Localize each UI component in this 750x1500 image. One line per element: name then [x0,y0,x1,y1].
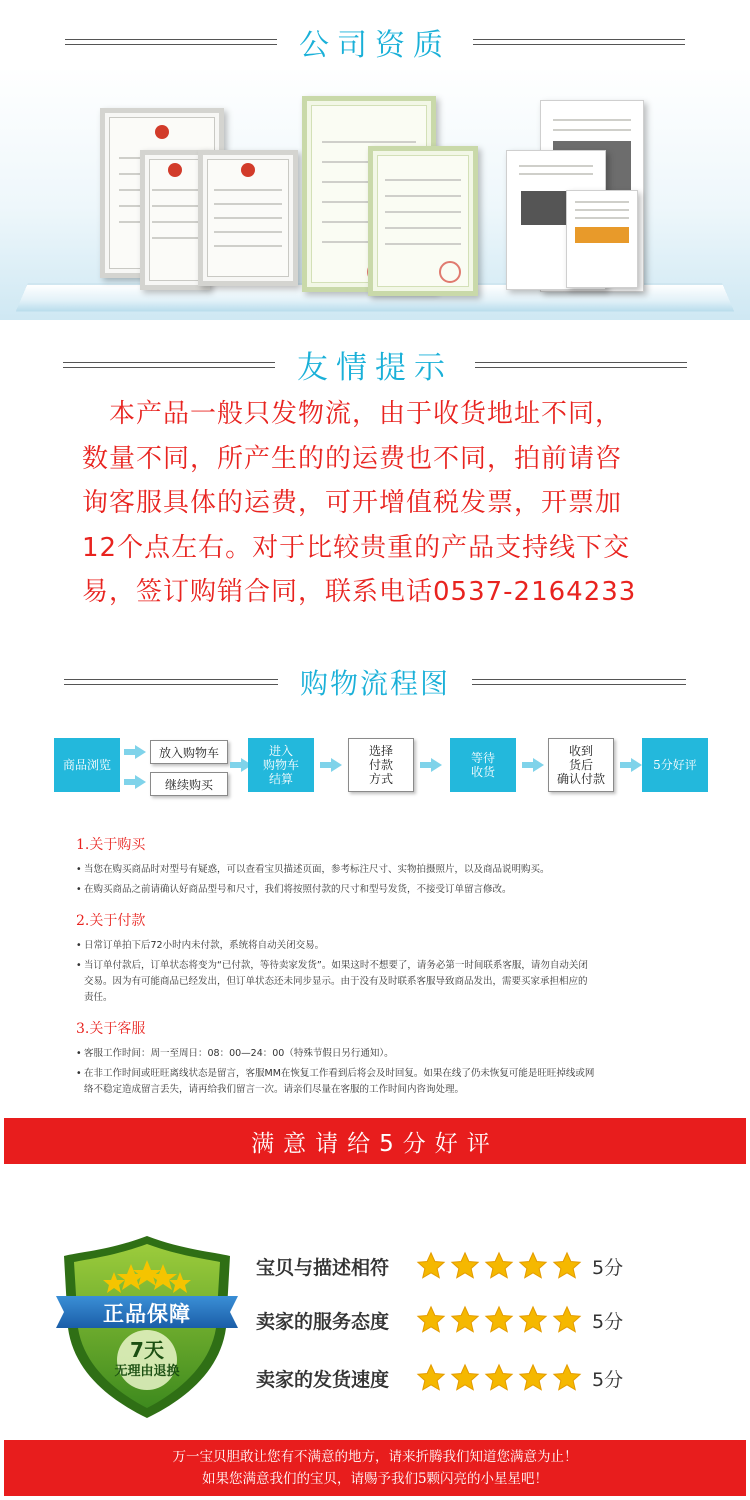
qualifications-header [0,20,750,64]
star-icon [416,1251,446,1281]
title-rule-left [63,362,275,368]
star-icon [518,1363,548,1393]
rating-stars [416,1251,584,1281]
star-icon [450,1251,480,1281]
rating-row-service [256,1302,623,1338]
review-banner-text: 满意请给5分好评 [251,1130,499,1157]
flow-step-continue: 继续购买 [150,772,228,796]
tips-header [0,342,750,387]
review-banner [4,1118,746,1164]
rule-paragraph: • 客服工作时间：周一至周日：08：00—24：00（特殊节假日另行通知）。 [76,1046,596,1062]
star-icon [518,1251,548,1281]
rating-score: 5分 [592,1368,624,1391]
rule-paragraph: • 在非工作时间或旺旺离线状态是留言，客服MM在恢复工作看到后将会及时回复。如果在线了仍未恢复可能是旺旺掉线或网络不稳定造成留言丢失，请再给我们留言一次。请亲们尽量在客服的工作时间内咨询处理。 [76,1066,596,1098]
certificate-frame [198,150,298,286]
rating-stars [416,1305,584,1335]
rating-row-shipping [256,1360,623,1396]
flow-step-confirm: 收到 货后 确认付款 [548,738,614,792]
rule-heading: 2.关于付款 [76,913,146,929]
flow-step-wait: 等待 收货 [450,738,516,792]
star-icon [416,1305,446,1335]
qualifications-title: 公司资质 [299,28,451,63]
arrow-icon [320,758,342,772]
rating-row-description [256,1248,623,1284]
guarantee-badge [54,1232,240,1422]
star-icon [450,1305,480,1335]
purchase-rules [76,834,596,1102]
flow-title: 购物流程图 [299,667,450,700]
badge-days: 7天 [130,1338,164,1362]
star-icon [518,1305,548,1335]
rule-paragraph: • 在购买商品之前请确认好商品型号和尺寸，我们将按照付款的尺寸和型号发货，不接受订单留言修改。 [76,882,596,898]
rating-label: 宝贝与描述相符 [256,1256,390,1279]
footer-line: 如果您满意我们的宝贝，请赐予我们5颗闪亮的小星星吧！ [201,1471,549,1487]
rule-heading: 3.关于客服 [76,1021,146,1037]
rating-stars [416,1363,584,1393]
flow-step-browse: 商品浏览 [54,738,120,792]
arrow-icon [124,775,146,789]
rule-paragraph: • 当订单付款后，订单状态将变为“已付款，等待卖家发货”。如果这时不想要了，请务必第一时间联系客服，请勿自动关闭交易。因为有可能商品已经发出，但订单状态还未同步显示。由于没有及时联系客服导致商品发出，需要买家承担相应的责任。 [76,958,596,1006]
rating-score: 5分 [592,1256,624,1279]
arrow-icon [620,758,642,772]
flow-step-checkout: 进入 购物车 结算 [248,738,314,792]
rule-paragraph: • 当您在购买商品时对型号有疑惑，可以查看宝贝描述页面，参考标注尺寸、实物拍摄照片，以及商品说明购买。 [76,862,596,878]
star-icon [484,1251,514,1281]
rating-label: 卖家的服务态度 [256,1310,390,1333]
flow-step-pay-method: 选择 付款 方式 [348,738,414,792]
footer-banner [4,1440,746,1496]
flow-header [0,662,750,702]
rating-score: 5分 [592,1310,624,1333]
footer-line: 万一宝贝胆敢让您有不满意的地方，请来折腾我们知道您满意为止！ [172,1449,578,1465]
tips-title: 友情提示 [297,350,453,386]
tips-body: 本产品一般只发物流，由于收货地址不同，数量不同，所产生的的运费也不同，拍前请咨询客服具体的运费，可开增值税发票，开票加12个点左右。对于比较贵重的产品支持线下交易，签订购销合同，联系电话0537-2164233 [82,399,637,607]
title-rule-left [64,679,278,685]
star-icon [552,1305,582,1335]
star-icon [484,1305,514,1335]
rating-label: 卖家的发货速度 [256,1368,390,1391]
patent-certificate [368,146,478,296]
star-icon [450,1363,480,1393]
star-icon [484,1363,514,1393]
badge-ribbon-text: 正品保障 [103,1302,191,1326]
title-rule-right [472,679,686,685]
badge-sub: 无理由退换 [114,1364,180,1379]
test-report [566,190,638,288]
title-rule-left [65,39,277,45]
arrow-icon [124,745,146,759]
arrow-icon [420,758,442,772]
star-icon [552,1251,582,1281]
flow-step-review: 5分好评 [642,738,708,792]
flow-step-add-cart: 放入购物车 [150,740,228,764]
arrow-icon [522,758,544,772]
title-rule-right [475,362,687,368]
rule-heading: 1.关于购买 [76,837,146,853]
title-rule-right [473,39,685,45]
star-icon [416,1363,446,1393]
star-icon [552,1363,582,1393]
rule-paragraph: • 日常订单拍下后72小时内未付款，系统将自动关闭交易。 [76,938,596,954]
